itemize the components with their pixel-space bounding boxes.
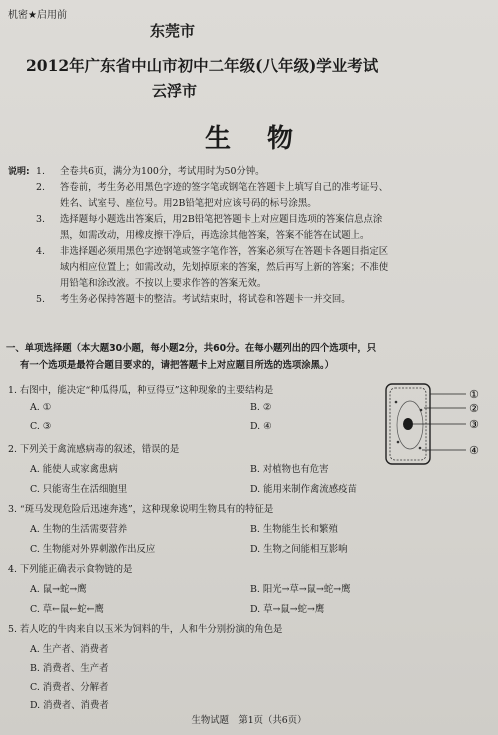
question-4: 4. 下列能正确表示食物链的是	[8, 564, 133, 575]
note-line: 4. 非选择题必须用黑色字迹钢笔或签字笔作答，答案必须写在答题卡各题目指定区	[36, 246, 389, 257]
note-line: 3. 选择题每小题选出答案后，用2B铅笔把答题卡上对应题目选项的答案信息点涂	[36, 214, 383, 225]
q4-option-b: B. 阳光→草→鼠→蛇→鹰	[250, 584, 351, 595]
chloroplast	[420, 409, 423, 412]
q1-option-b: B. ②	[250, 402, 272, 413]
label-4: ④	[469, 444, 479, 457]
q4-option-a: A. 鼠→蛇→鹰	[30, 584, 87, 595]
q2-option-c: C. 只能寄生在活细胞里	[30, 484, 128, 495]
section-heading: 一、单项选择题（本大题30小题，每小题2分，共60分。在每小题列出的四个选项中，只 有一个选项是最符合题目要求的，请把答题卡上对应题目所选的选项涂黑。）	[6, 343, 377, 371]
instructions-heading: 说明:	[8, 167, 30, 177]
chloroplast	[419, 447, 422, 450]
section-title: 一、单项选择题	[6, 343, 72, 354]
q4-option-c: C. 草←鼠←蛇←鹰	[30, 604, 104, 615]
chloroplast	[395, 401, 398, 404]
exam-title: 2012年广东省中山市初中二年级(八年级)学业考试	[26, 56, 379, 75]
q2-option-d: D. 能用来制作禽流感疫苗	[250, 484, 357, 495]
q2-option-a: A. 能使人或家禽患病	[30, 464, 118, 475]
q5-option-a: A. 生产者、消费者	[30, 644, 109, 655]
label-3: ③	[469, 418, 479, 431]
q3-option-a: A. 生物的生活需要营养	[30, 524, 128, 535]
question-5: 5. 若人吃的牛肉来自以玉米为饲料的牛，人和牛分别扮演的角色是	[8, 624, 283, 635]
chloroplast	[397, 441, 400, 444]
label-2: ②	[469, 402, 479, 415]
q5-option-c: C. 消费者、分解者	[30, 682, 109, 693]
nucleus	[403, 418, 413, 430]
question-1: 1. 右图中，能决定“种瓜得瓜，种豆得豆”这种现象的主要结构是	[8, 385, 274, 396]
city-yunfu: 云浮市	[152, 82, 198, 100]
q3-option-c: C. 生物能对外界刺激作出反应	[30, 544, 156, 555]
label-1: ①	[469, 388, 479, 401]
note-line: 说明: 1. 全卷共6页，满分为100分，考试用时为50分钟。	[8, 164, 492, 180]
city-dongguan: 东莞市	[150, 22, 196, 40]
q1-option-a: A. ①	[30, 402, 52, 413]
subject-title: 生物	[204, 124, 329, 154]
note-line: 姓名、试室号、座位号。用2B铅笔把对应该号码的标号涂黑。	[60, 198, 317, 209]
instructions	[8, 164, 492, 308]
q4-option-d: D. 草→鼠→蛇→鹰	[250, 604, 325, 615]
plant-cell-diagram	[378, 380, 490, 468]
note-line: 黑，如需改动，用橡皮擦干净后，再选涂其他答案，答案不能答在试题上。	[60, 230, 370, 241]
q2-option-b: B. 对植物也有危害	[250, 464, 329, 475]
q5-option-b: B. 消费者、生产者	[30, 663, 109, 674]
question-2: 2. 下列关于禽流感病毒的叙述，错误的是	[8, 444, 180, 455]
note-line: 用铅笔和涂改液。不按以上要求作答的答案无效。	[60, 278, 267, 289]
note-line: 2. 答卷前，考生务必用黑色字迹的签字笔或钢笔在答题卡上填写自己的准考证号、	[36, 182, 389, 193]
note-line: 5. 考生务必保持答题卡的整洁。考试结束时，将试卷和答题卡一并交回。	[36, 294, 351, 305]
q1-option-c: C. ③	[30, 421, 52, 432]
q5-option-d: D. 消费者、消费者	[30, 700, 109, 711]
q1-option-d: D. ④	[250, 421, 272, 432]
q3-option-b: B. 生物能生长和繁殖	[250, 524, 338, 535]
page-footer: 生物试题 第1页（共6页）	[191, 715, 307, 726]
note-line: 域内相应位置上；如需改动，先划掉原来的答案，然后再写上新的答案；不准使	[60, 262, 389, 273]
question-3: 3. “斑马发现危险后迅速奔逃”，这种现象说明生物具有的特征是	[8, 504, 274, 515]
confidential-mark: 机密★启用前	[8, 10, 67, 21]
q3-option-d: D. 生物之间能相互影响	[250, 544, 348, 555]
